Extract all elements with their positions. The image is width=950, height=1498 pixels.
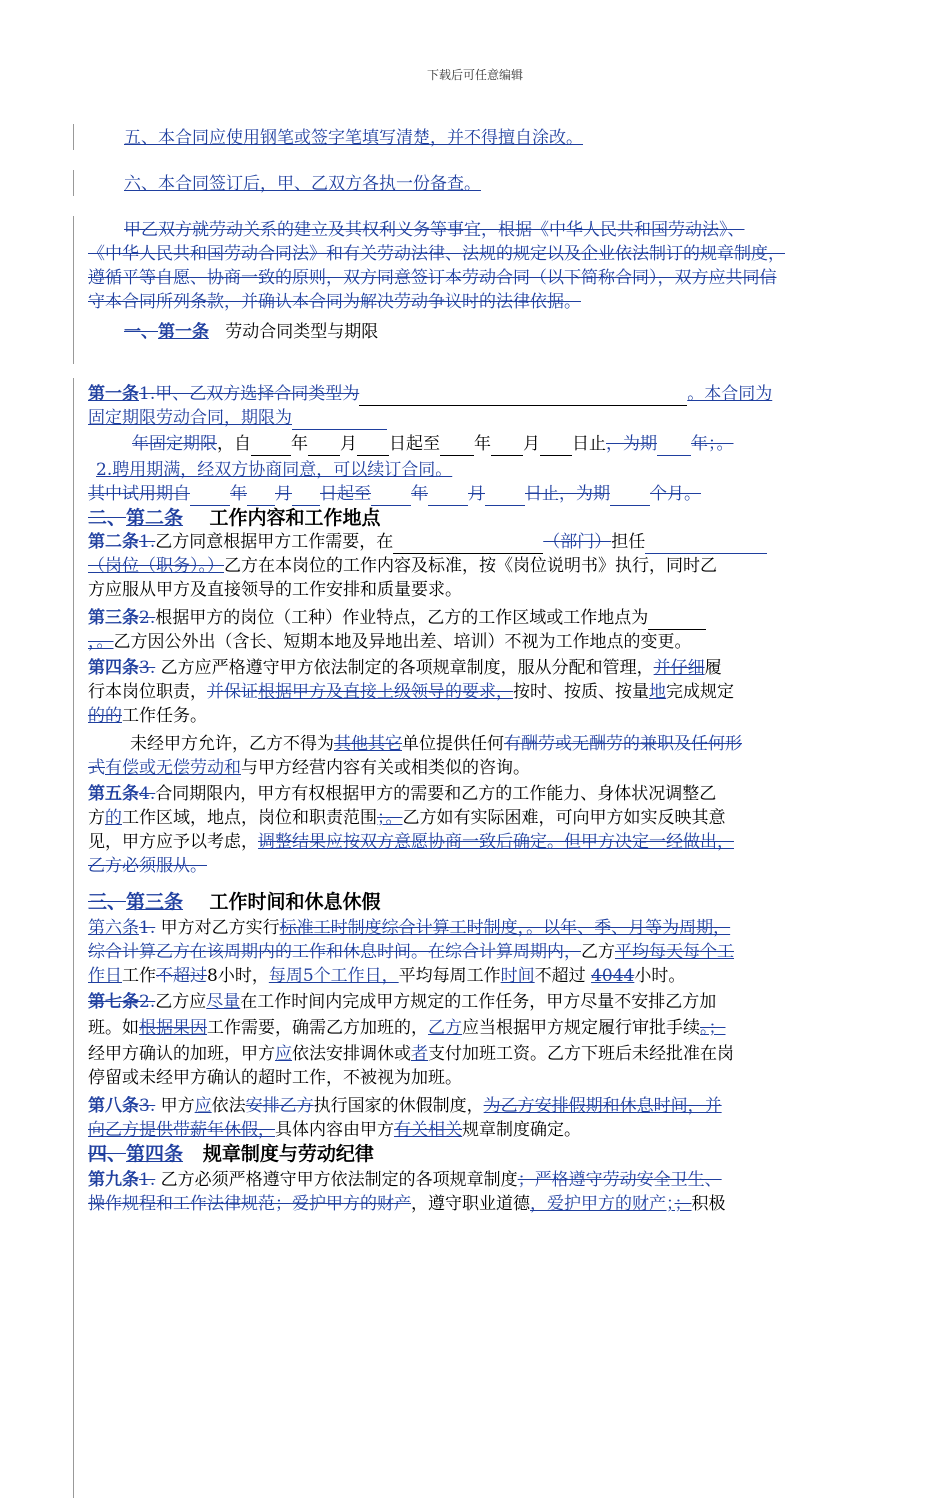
blank-field[interactable]: [485, 487, 525, 506]
article-text: 其中试用期自: [88, 484, 190, 504]
article-text: 年；。: [691, 434, 734, 454]
heading-title: 工作内容和工作地点: [209, 507, 381, 529]
article-6-line: [88, 964, 685, 988]
article-text: 未经甲方允许，乙方不得为: [130, 734, 334, 754]
blank-field[interactable]: [292, 487, 320, 506]
article-text: 乙方同意根据甲方工作需要，在: [155, 532, 394, 552]
blank-field[interactable]: [657, 437, 691, 456]
article-text: 并保证: [207, 682, 258, 702]
blank-field[interactable]: [645, 535, 767, 554]
blank-field[interactable]: [491, 437, 523, 456]
article-text: 平均每天每个工: [615, 942, 734, 962]
article-text: 不超过: [156, 966, 207, 986]
article-8-line: [88, 1118, 581, 1142]
article-text: 甲、乙双方选择合同类型为: [155, 384, 360, 404]
revision-bar: [73, 216, 74, 364]
article-text: 依法安排调休或: [292, 1044, 411, 1064]
article-7-line: [88, 1016, 726, 1040]
article-text: 根据甲方及直接上级领导的要求，: [258, 682, 513, 702]
article-1-renewal: 2.聘用期满，经双方协商同意，可以续订合同。: [96, 460, 453, 480]
article-text: 工作需要，确需乙方加班的，: [207, 1018, 428, 1038]
article-text: 的: [105, 808, 122, 828]
article-text: 工作: [122, 966, 156, 986]
article-text: 小时。: [634, 966, 686, 986]
article-text: 年: [230, 484, 247, 504]
heading-article: 第三条: [126, 891, 184, 913]
article-2-line: 方应服从甲方及直接领导的工作安排和质量要求。: [88, 580, 462, 600]
article-text: （岗位（职务）。）: [88, 556, 224, 576]
article-text: 根据果因: [139, 1018, 207, 1038]
article-text: 年: [474, 434, 491, 454]
intro-item-6: 六、本合同签订后，甲、乙双方各执一份备查。: [124, 174, 481, 194]
article-text: 个月。: [650, 484, 701, 504]
article-3-line: [88, 606, 706, 630]
article-2-line: [88, 530, 767, 554]
article-text: 月: [523, 434, 540, 454]
article-text: 乙方因公外出（含长、短期本地及异地出差、培训）不视为工作地点的变更。: [113, 632, 692, 652]
article-text: 作日: [88, 966, 122, 986]
article-text: 工作任务。: [122, 706, 207, 726]
article-text: 日起至: [389, 434, 440, 454]
article-label: 第五条: [88, 784, 139, 804]
article-text: 平均每周工作: [398, 966, 501, 986]
article-text: 月: [275, 484, 292, 504]
article-text: 时间: [500, 966, 535, 986]
article-text: 班。如: [88, 1018, 139, 1038]
preamble-line: 《中华人民共和国劳动合同法》和有关劳动法律、法规的规定以及企业依法制订的规章制度，: [88, 244, 785, 264]
article-label: 第八条: [88, 1096, 139, 1116]
article-text: 月: [340, 434, 357, 454]
section-heading-1: [124, 320, 378, 344]
article-label: 第三条: [88, 608, 139, 628]
article-label: 第九条: [88, 1170, 139, 1190]
article-text: 日止，为期: [525, 484, 610, 504]
heading-article: 第二条: [126, 507, 184, 529]
article-text: 乙方: [581, 942, 615, 962]
page-header: 下载后可任意编辑: [426, 68, 523, 82]
article-text: 乙方: [428, 1018, 462, 1038]
heading-del-num: 一、: [124, 322, 158, 342]
section-heading-4: [88, 1142, 374, 1166]
article-text: 者: [411, 1044, 428, 1064]
article-3-line: [88, 630, 692, 654]
blank-field[interactable]: [308, 437, 340, 456]
article-text: 其他其它: [334, 734, 402, 754]
article-text: 地: [649, 682, 666, 702]
article-text: 方: [88, 808, 105, 828]
article-text: 乙方在本岗位的工作内容及标准，按《岗位说明书》执行，同时乙: [224, 556, 717, 576]
heading-del-num: 四、: [88, 1143, 127, 1165]
article-4-line: [88, 680, 734, 704]
article-text: 乙方应严格遵守甲方依法制定的各项规章制度，服从分配和管理，: [160, 658, 654, 678]
article-text: 甲方对乙方实行: [160, 918, 280, 938]
revision-bar: [73, 378, 74, 1498]
article-text: 向乙方提供带薪年休假，: [88, 1120, 275, 1140]
heading-del-num: 三、: [88, 891, 127, 913]
trial-period-line: [88, 482, 701, 506]
article-text: 为乙方安排假期和休息时间，并: [483, 1096, 722, 1116]
article-text: 按时、按质、按量: [513, 682, 649, 702]
article-text: 甲方: [160, 1096, 195, 1116]
article-num: 1.: [139, 1170, 156, 1190]
article-text: 每周5个工作日，: [268, 966, 399, 986]
article-text: 有关相关: [394, 1120, 462, 1140]
article-text: 式: [88, 758, 105, 778]
heading-article: 第四条: [126, 1143, 184, 1165]
article-num: 2.: [139, 992, 156, 1012]
article-text: 与甲方经营内容有关或相类似的咨询。: [241, 758, 530, 778]
article-text: 履: [704, 658, 722, 678]
article-text: 积极: [691, 1194, 726, 1214]
article-5-line: 乙方必须服从。: [88, 856, 207, 876]
revision-bar: [73, 170, 74, 196]
heading-article: 第一条: [158, 322, 209, 342]
article-7-line: 停留或未经甲方确认的超时工作，不被视为加班。: [88, 1068, 462, 1088]
article-text: 年固定期限: [132, 434, 217, 454]
article-text: 乙方如有实际困难，可向甲方如实反映其意: [402, 808, 726, 828]
article-1-line: [124, 432, 734, 456]
preamble-line: 甲乙双方就劳动关系的建立及其权利义务等事宜，根据《中华人民共和国劳动法》、: [124, 220, 745, 240]
article-text: ，自: [217, 434, 251, 454]
article-text: 单位提供任何: [402, 734, 504, 754]
blank-field[interactable]: [610, 487, 650, 506]
article-num: 4.: [139, 784, 156, 804]
section-heading-2: [88, 506, 381, 530]
article-text: 具体内容由甲方: [275, 1120, 394, 1140]
article-text: 规章制度确定。: [462, 1120, 581, 1140]
article-8-line: [88, 1094, 722, 1118]
article-num: 1.: [139, 532, 156, 552]
article-text: ，为期: [606, 434, 657, 454]
article-text: 年: [291, 434, 308, 454]
article-text: 年: [411, 484, 428, 504]
article-num: 3.: [139, 658, 156, 678]
article-num: 2.: [139, 608, 156, 628]
article-text: 月: [468, 484, 485, 504]
article-6-line: [88, 916, 730, 940]
article-1-line: [88, 406, 387, 430]
preamble-line: 守本合同所列条款，并确认本合同为解决劳动争议时的法律依据。: [88, 292, 581, 312]
article-text: 4044: [591, 966, 635, 986]
heading-title: 劳动合同类型与期限: [225, 322, 379, 342]
heading-del-num: 二、: [88, 507, 127, 529]
article-4-line: [88, 656, 722, 680]
article-text: 经甲方确认的加班，甲方: [88, 1044, 275, 1064]
article-text: ，爱护甲方的财产；: [530, 1194, 675, 1214]
article-text: 见，甲方应予以考虑，: [88, 832, 258, 852]
article-text: （部门）: [543, 532, 612, 552]
paragraph-line: [130, 732, 742, 756]
article-9-line: [88, 1168, 722, 1192]
article-text: 的的: [88, 706, 122, 726]
article-label: 第七条: [88, 992, 139, 1012]
article-text: ；: [674, 1194, 692, 1214]
article-text: 调整结果应按双方意愿协商一致后确定。但甲方决定一经做出，: [258, 832, 734, 852]
blank-field[interactable]: [648, 611, 706, 630]
blank-field[interactable]: [371, 487, 411, 506]
blank-field[interactable]: [428, 487, 468, 506]
article-text: 综合计算乙方在该周期内的工作和休息时间。在综合计算周期内，: [88, 942, 581, 962]
blank-field[interactable]: [357, 437, 389, 456]
article-text: 行本岗位职责，: [88, 682, 207, 702]
article-2-line: [88, 554, 717, 578]
article-text: 工作区域，地点，岗位和职责范围: [122, 808, 377, 828]
blank-field[interactable]: [251, 437, 291, 456]
section-heading-3: [88, 890, 381, 914]
article-text: 应当根据甲方规定履行审批手续: [462, 1018, 700, 1038]
article-num: 1.: [139, 918, 156, 938]
article-text: ；严格遵守劳动安全卫生、: [517, 1170, 722, 1190]
article-text: 有偿或无偿劳动和: [105, 758, 241, 778]
article-text: 应: [275, 1044, 292, 1064]
heading-title: 工作时间和休息休假: [209, 891, 381, 913]
article-label: 第六条: [88, 918, 139, 938]
article-text: 应: [194, 1096, 212, 1116]
article-7-line: [88, 1042, 734, 1066]
article-text: 执行国家的休假制度，: [313, 1096, 484, 1116]
article-label: 第一条: [88, 384, 139, 404]
article-text: 安排乙方: [245, 1096, 314, 1116]
article-text: 标准工时制度综合计算工时制度，。以年、季、月等为周期，: [279, 918, 731, 938]
article-text: 依法: [211, 1096, 246, 1116]
article-text: 有酬劳或无酬劳的兼职及任何形: [504, 734, 742, 754]
article-7-line: [88, 990, 716, 1014]
article-text: 。；: [700, 1018, 726, 1038]
article-text: 乙方必须严格遵守甲方依法制定的各项规章制度: [160, 1170, 518, 1190]
blank-field[interactable]: [393, 535, 543, 554]
article-text: 并仔细: [653, 658, 705, 678]
article-9-line: [88, 1192, 726, 1216]
heading-title: 规章制度与劳动纪律: [202, 1143, 374, 1165]
article-text: ，遵守职业道德: [411, 1194, 530, 1214]
article-text: 乙方应: [155, 992, 207, 1012]
blank-field[interactable]: [292, 411, 387, 430]
article-6-line: [88, 940, 734, 964]
blank-field[interactable]: [440, 437, 474, 456]
article-text: 操作规程和工作法律规范；爱护甲方的财产: [88, 1194, 411, 1214]
intro-item-5: 五、本合同应使用钢笔或签字笔填写清楚，并不得擅自涂改。: [124, 128, 583, 148]
article-text: 8小时，: [207, 966, 269, 986]
article-text: 。本合同为: [687, 384, 773, 404]
blank-field[interactable]: [190, 487, 230, 506]
article-text: 日起至: [320, 484, 371, 504]
article-4-line: [88, 704, 207, 728]
blank-field[interactable]: [540, 437, 572, 456]
blank-field[interactable]: [247, 487, 275, 506]
article-text: 固定期限劳动合同，期限为: [88, 408, 292, 428]
article-1-line: [88, 382, 772, 406]
article-text: 完成规定: [666, 682, 734, 702]
article-text: 在工作时间内完成甲方规定的工作任务，甲方尽量不安排乙方加: [240, 992, 717, 1012]
article-text: 合同期限内，甲方有权根据甲方的需要和乙方的工作能力、身体状况调整乙: [155, 784, 717, 804]
article-text: 支付加班工资。乙方下班后未经批准在岗: [428, 1044, 734, 1064]
revision-bar: [73, 124, 74, 150]
article-5-line: [88, 782, 716, 806]
article-text: ；。: [377, 808, 403, 828]
paragraph-line: [88, 756, 530, 780]
article-num: 3.: [139, 1096, 156, 1116]
article-5-line: [88, 806, 726, 830]
article-text: ，。: [88, 632, 114, 652]
article-label: 第四条: [88, 658, 139, 678]
blank-field[interactable]: [359, 387, 687, 406]
article-label: 第二条: [88, 532, 139, 552]
article-text: 日止: [572, 434, 606, 454]
article-text: 尽量: [206, 992, 241, 1012]
article-num: 1.: [139, 384, 156, 404]
article-5-line: [88, 830, 734, 854]
article-text: 根据甲方的岗位（工种）作业特点，乙方的工作区域或工作地点为: [155, 608, 649, 628]
article-text: 担任: [611, 532, 646, 552]
article-text: 不超过: [534, 966, 586, 986]
preamble-line: 遵循平等自愿、协商一致的原则，双方同意签订本劳动合同（以下简称合同），双方应共同信: [88, 268, 777, 288]
